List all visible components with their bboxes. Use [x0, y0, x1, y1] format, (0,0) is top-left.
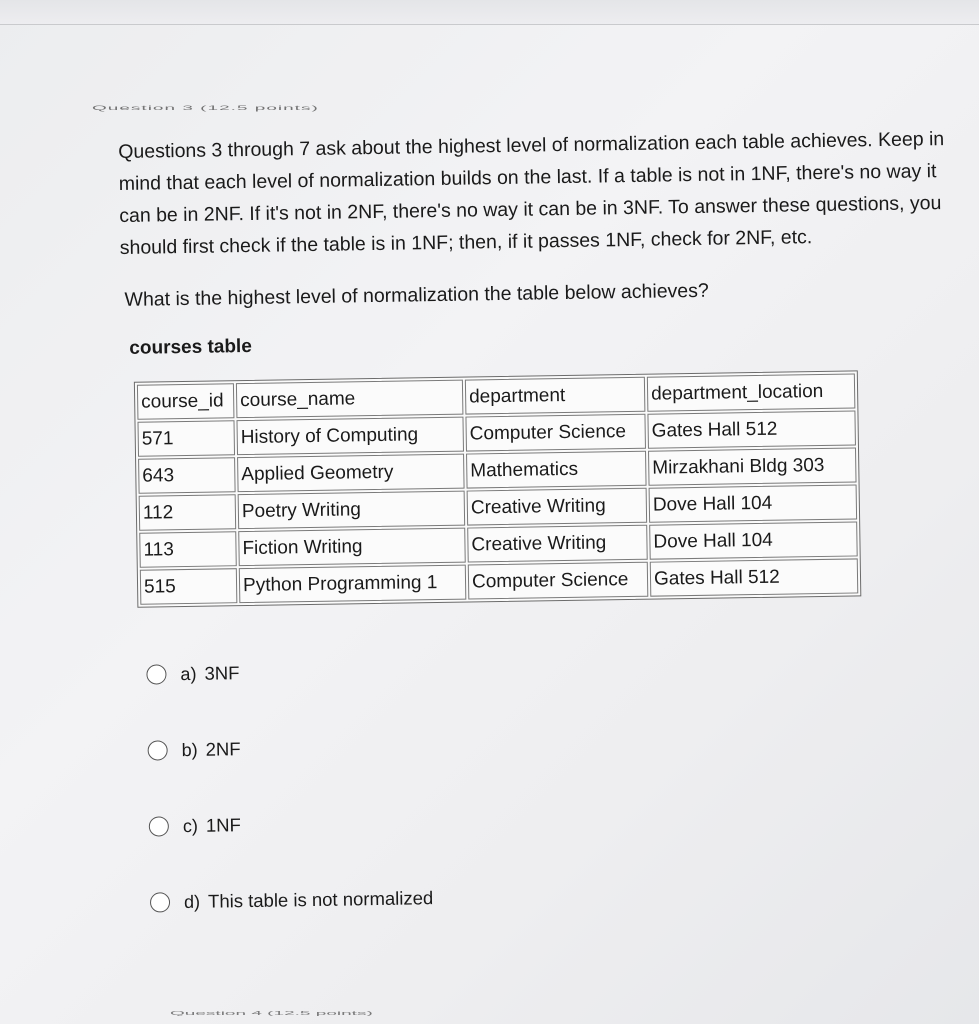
top-divider — [0, 24, 979, 25]
option-label[interactable]: 1NF — [205, 814, 241, 836]
option-letter: a) — [180, 663, 197, 684]
option-b[interactable] — [147, 723, 977, 766]
table-cell: Gates Hall 512 — [650, 558, 859, 596]
column-header: course_id — [137, 383, 235, 420]
option-label[interactable]: This table is not normalized — [207, 887, 434, 912]
table-cell: Applied Geometry — [237, 454, 465, 493]
option-label[interactable]: 2NF — [205, 738, 241, 760]
table-cell: Dove Hall 104 — [649, 484, 858, 522]
table-cell: Poetry Writing — [238, 491, 466, 530]
table-cell: History of Computing — [236, 417, 464, 456]
column-header: course_name — [236, 380, 464, 419]
option-letter: d) — [183, 891, 201, 912]
table-cell: Computer Science — [465, 414, 646, 452]
option-a[interactable] — [146, 647, 976, 690]
option-d[interactable] — [150, 875, 979, 918]
radio-button-d[interactable] — [150, 892, 170, 912]
table-cell: Creative Writing — [467, 488, 648, 526]
column-header: department_location — [647, 373, 856, 411]
table-cell: 113 — [139, 531, 237, 568]
intro-text: Questions 3 through 7 ask about the highest level of normalization each table achieves. Keep in mind that each level of normalization builds on the last. If a table is not in 1NF, there's no way it can be in 2NF. If it's not in 2NF, there's no way it can be in 3NF. To answer these questions, you should first check if the table is in 1NF; then, if it passes 1NF, check for 2NF, etc. — [118, 128, 945, 259]
table-cell: Creative Writing — [467, 525, 648, 563]
table-cell: 515 — [140, 568, 238, 605]
table-cell: 643 — [138, 457, 236, 494]
option-letter: b) — [181, 739, 198, 760]
option-label[interactable]: 3NF — [204, 662, 240, 684]
table-cell: Mirzakhani Bldg 303 — [648, 447, 857, 485]
answer-options — [146, 647, 979, 918]
table-title: courses table — [129, 335, 252, 359]
radio-button-c[interactable] — [149, 816, 169, 836]
question-prompt: What is the highest level of normalization the table below achieves? — [124, 279, 709, 311]
table-cell: 112 — [139, 494, 237, 531]
table-cell: Python Programming 1 — [239, 565, 467, 604]
column-header: department — [465, 377, 646, 415]
question-content — [118, 123, 979, 964]
courses-table — [134, 370, 861, 607]
radio-button-b[interactable] — [148, 740, 168, 760]
table-cell: 571 — [137, 420, 235, 457]
table-cell: Computer Science — [468, 562, 649, 600]
table-cell: Dove Hall 104 — [649, 521, 858, 559]
top-strip — [0, 0, 979, 24]
option-letter: c) — [182, 815, 198, 836]
question-header: Question 3 (12.5 points) — [92, 104, 319, 112]
table-cell: Mathematics — [466, 451, 647, 489]
table-cell: Gates Hall 512 — [647, 410, 856, 448]
table-cell: Fiction Writing — [238, 528, 466, 567]
radio-button-a[interactable] — [146, 664, 166, 684]
option-c[interactable] — [149, 799, 979, 842]
next-question-header: Question 4 (12.5 points) — [170, 1010, 373, 1017]
